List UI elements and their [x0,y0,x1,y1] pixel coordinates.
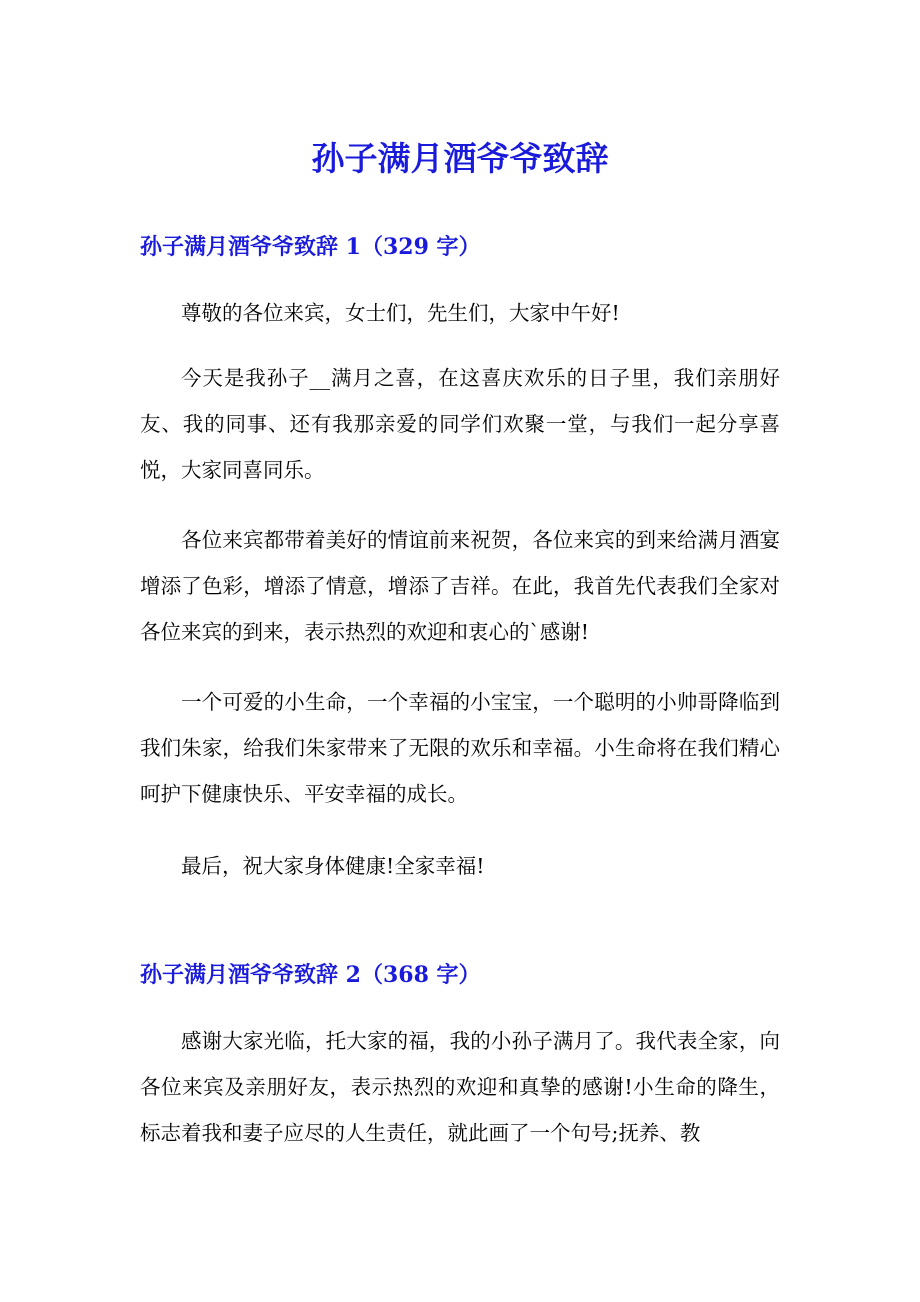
section-1-paragraph-1: 尊敬的各位来宾，女士们，先生们，大家中午好! [181,301,620,325]
section-1-paragraph-5: 最后，祝大家身体健康!全家幸福! [181,854,485,878]
section-1-paragraph-3: 各位来宾都带着美好的情谊前来祝贺，各位来宾的到来给满月酒宴增添了色彩，增添了情意，增添了吉祥。在此，我首先代表我们全家对各位来宾的到来，表示热烈的欢迎和衷心的`感谢! [140,528,780,644]
section-1-paragraph-2: 今天是我孙子__满月之喜，在这喜庆欢乐的日子里，我们亲朋好友、我的同事、还有我那亲爱的同学们欢聚一堂，与我们一起分享喜悦，大家同喜同乐。 [140,366,780,482]
section-2-heading: 孙子满月酒爷爷致辞 2（368 字） [140,962,481,988]
section-2-paragraph-1: 感谢大家光临，托大家的福，我的小孙子满月了。我代表全家，向各位来宾及亲朋好友，表示热烈的欢迎和真挚的感谢!小生命的降生，标志着我和妻子应尽的人生责任，就此画了一个句号;抚养、教 [140,1029,780,1145]
section-1-heading: 孙子满月酒爷爷致辞 1（329 字） [140,234,481,260]
section-1-paragraph-4: 一个可爱的小生命，一个幸福的小宝宝，一个聪明的小帅哥降临到我们朱家，给我们朱家带来了无限的欢乐和幸福。小生命将在我们精心呵护下健康快乐、平安幸福的成长。 [140,690,780,806]
document-title: 孙子满月酒爷爷致辞 [311,139,609,178]
